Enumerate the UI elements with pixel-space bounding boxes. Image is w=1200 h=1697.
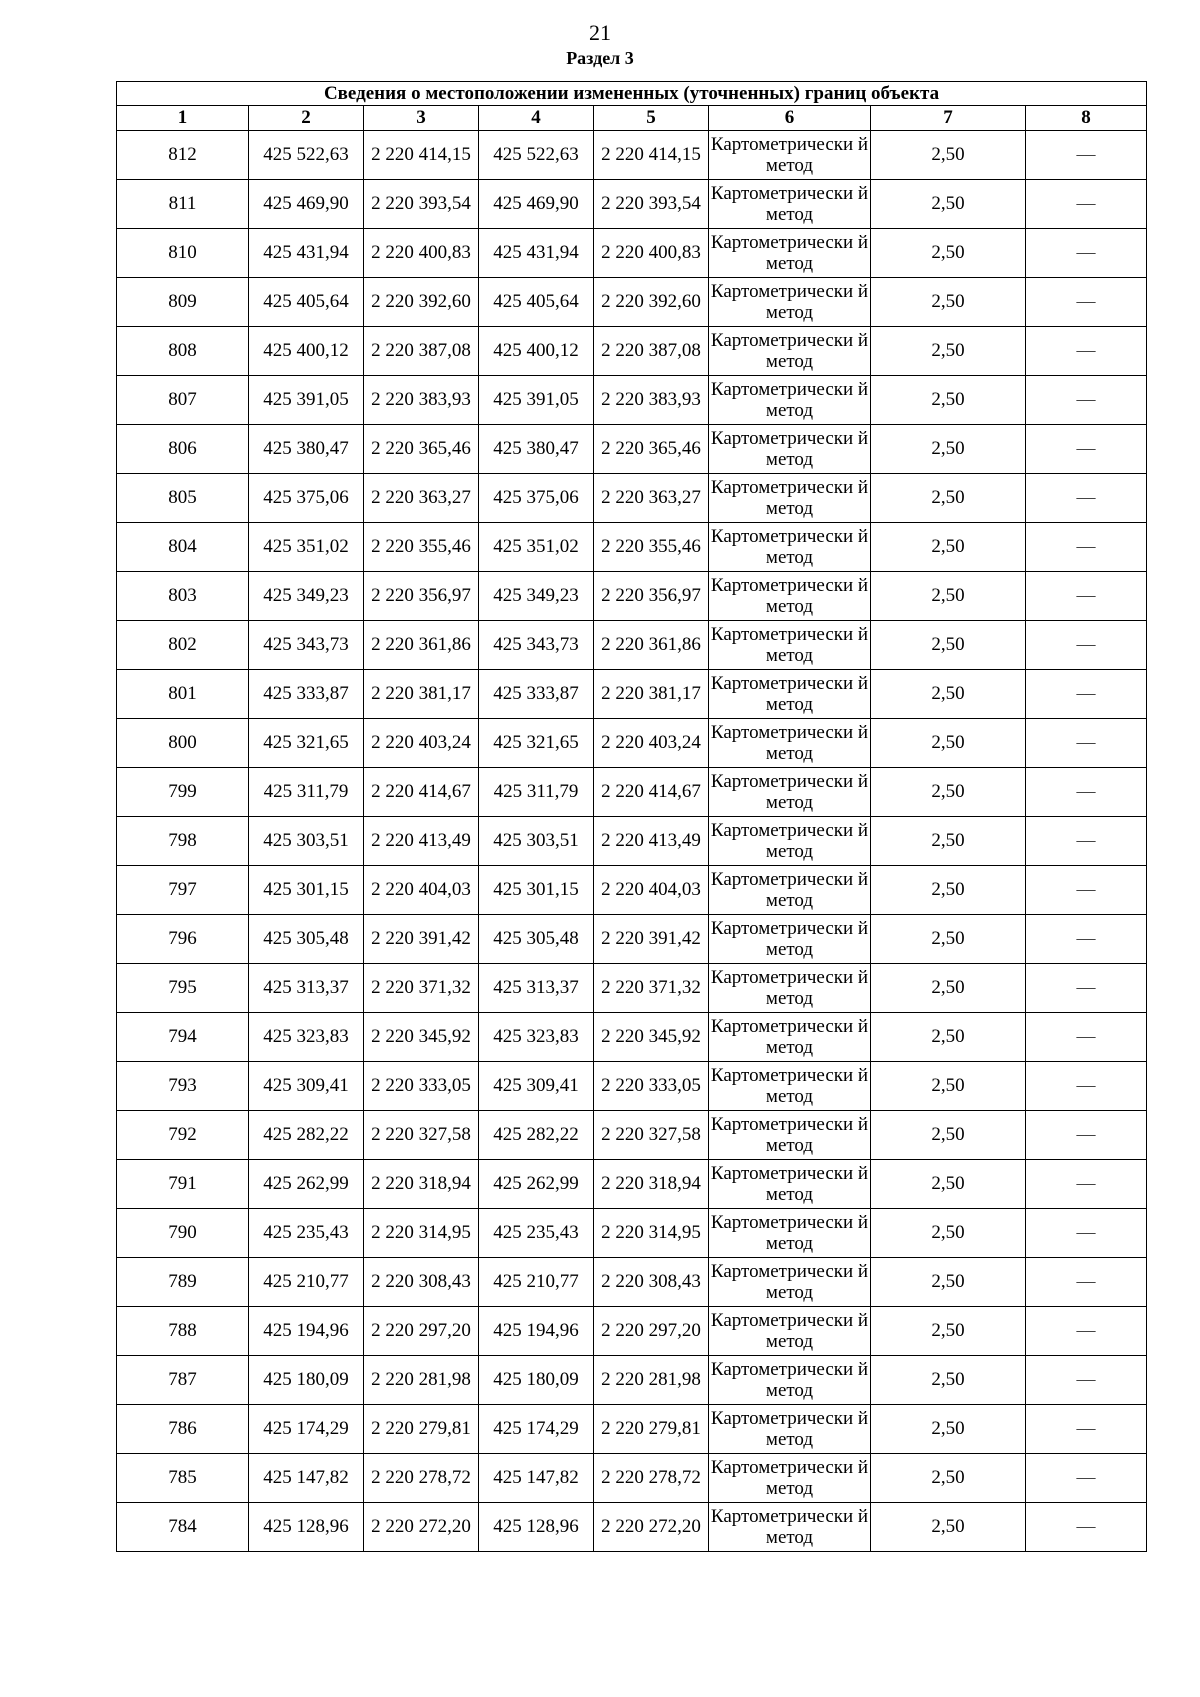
y-existing-cell: 2 220 272,20 [364, 1503, 479, 1552]
point-number-cell: 800 [117, 719, 249, 768]
x-new-cell: 425 235,43 [479, 1209, 594, 1258]
point-number-cell: 786 [117, 1405, 249, 1454]
accuracy-cell: 2,50 [871, 719, 1026, 768]
method-cell: Картометрически й метод [709, 1307, 871, 1356]
point-number-cell: 804 [117, 523, 249, 572]
accuracy-cell: 2,50 [871, 1405, 1026, 1454]
point-number-cell: 792 [117, 1111, 249, 1160]
method-cell: Картометрически й метод [709, 719, 871, 768]
table-row [117, 474, 1147, 523]
method-cell: Картометрически й метод [709, 572, 871, 621]
accuracy-cell: 2,50 [871, 1062, 1026, 1111]
method-cell: Картометрически й метод [709, 1356, 871, 1405]
x-existing-cell: 425 194,96 [249, 1307, 364, 1356]
accuracy-cell: 2,50 [871, 768, 1026, 817]
note-cell: — [1026, 817, 1147, 866]
y-existing-cell: 2 220 297,20 [364, 1307, 479, 1356]
y-existing-cell: 2 220 404,03 [364, 866, 479, 915]
method-cell: Картометрически й метод [709, 229, 871, 278]
y-existing-cell: 2 220 279,81 [364, 1405, 479, 1454]
note-cell: — [1026, 180, 1147, 229]
accuracy-cell: 2,50 [871, 278, 1026, 327]
table-row [117, 1454, 1147, 1503]
method-cell: Картометрически й метод [709, 768, 871, 817]
table-row [117, 719, 1147, 768]
note-cell: — [1026, 915, 1147, 964]
section-title: Раздел 3 [566, 48, 634, 68]
method-cell: Картометрически й метод [709, 1209, 871, 1258]
y-existing-cell: 2 220 355,46 [364, 523, 479, 572]
x-new-cell: 425 313,37 [479, 964, 594, 1013]
point-number-cell: 784 [117, 1503, 249, 1552]
y-existing-cell: 2 220 371,32 [364, 964, 479, 1013]
accuracy-cell: 2,50 [871, 1111, 1026, 1160]
x-new-cell: 425 349,23 [479, 572, 594, 621]
y-existing-cell: 2 220 403,24 [364, 719, 479, 768]
accuracy-cell: 2,50 [871, 1454, 1026, 1503]
x-new-cell: 425 282,22 [479, 1111, 594, 1160]
table-row [117, 866, 1147, 915]
table-row [117, 915, 1147, 964]
y-existing-cell: 2 220 281,98 [364, 1356, 479, 1405]
x-existing-cell: 425 128,96 [249, 1503, 364, 1552]
accuracy-cell: 2,50 [871, 523, 1026, 572]
accuracy-cell: 2,50 [871, 1503, 1026, 1552]
table-row [117, 229, 1147, 278]
x-new-cell: 425 375,06 [479, 474, 594, 523]
method-cell: Картометрически й метод [709, 1405, 871, 1454]
method-cell: Картометрически й метод [709, 866, 871, 915]
y-new-cell: 2 220 371,32 [594, 964, 709, 1013]
point-number-cell: 802 [117, 621, 249, 670]
column-number: 1 [117, 106, 249, 131]
x-existing-cell: 425 321,65 [249, 719, 364, 768]
method-cell: Картометрически й метод [709, 964, 871, 1013]
point-number-cell: 809 [117, 278, 249, 327]
x-new-cell: 425 301,15 [479, 866, 594, 915]
table-row [117, 1356, 1147, 1405]
method-cell: Картометрически й метод [709, 376, 871, 425]
page-number: 21 [589, 20, 611, 45]
boundary-coordinates-table [116, 81, 1147, 1552]
point-number-cell: 810 [117, 229, 249, 278]
y-new-cell: 2 220 404,03 [594, 866, 709, 915]
table-row [117, 1503, 1147, 1552]
x-new-cell: 425 210,77 [479, 1258, 594, 1307]
y-existing-cell: 2 220 387,08 [364, 327, 479, 376]
x-existing-cell: 425 305,48 [249, 915, 364, 964]
table-row [117, 1013, 1147, 1062]
point-number-cell: 806 [117, 425, 249, 474]
x-new-cell: 425 405,64 [479, 278, 594, 327]
x-existing-cell: 425 210,77 [249, 1258, 364, 1307]
table-row [117, 523, 1147, 572]
accuracy-cell: 2,50 [871, 1160, 1026, 1209]
column-number: 4 [479, 106, 594, 131]
note-cell: — [1026, 327, 1147, 376]
y-existing-cell: 2 220 414,15 [364, 131, 479, 180]
method-cell: Картометрически й метод [709, 327, 871, 376]
point-number-cell: 801 [117, 670, 249, 719]
method-cell: Картометрически й метод [709, 180, 871, 229]
point-number-cell: 805 [117, 474, 249, 523]
x-new-cell: 425 323,83 [479, 1013, 594, 1062]
note-cell: — [1026, 229, 1147, 278]
accuracy-cell: 2,50 [871, 1013, 1026, 1062]
y-existing-cell: 2 220 365,46 [364, 425, 479, 474]
x-existing-cell: 425 262,99 [249, 1160, 364, 1209]
x-existing-cell: 425 180,09 [249, 1356, 364, 1405]
x-new-cell: 425 309,41 [479, 1062, 594, 1111]
x-new-cell: 425 147,82 [479, 1454, 594, 1503]
y-new-cell: 2 220 356,97 [594, 572, 709, 621]
table-row [117, 278, 1147, 327]
accuracy-cell: 2,50 [871, 327, 1026, 376]
x-existing-cell: 425 333,87 [249, 670, 364, 719]
accuracy-cell: 2,50 [871, 621, 1026, 670]
y-existing-cell: 2 220 363,27 [364, 474, 479, 523]
y-existing-cell: 2 220 413,49 [364, 817, 479, 866]
accuracy-cell: 2,50 [871, 1356, 1026, 1405]
x-new-cell: 425 128,96 [479, 1503, 594, 1552]
column-number: 6 [709, 106, 871, 131]
y-new-cell: 2 220 414,15 [594, 131, 709, 180]
table-row [117, 376, 1147, 425]
column-number: 5 [594, 106, 709, 131]
accuracy-cell: 2,50 [871, 425, 1026, 474]
x-new-cell: 425 351,02 [479, 523, 594, 572]
note-cell: — [1026, 474, 1147, 523]
note-cell: — [1026, 768, 1147, 817]
column-number: 3 [364, 106, 479, 131]
x-new-cell: 425 469,90 [479, 180, 594, 229]
method-cell: Картометрически й метод [709, 425, 871, 474]
x-new-cell: 425 305,48 [479, 915, 594, 964]
point-number-cell: 785 [117, 1454, 249, 1503]
table-row [117, 1258, 1147, 1307]
accuracy-cell: 2,50 [871, 229, 1026, 278]
x-existing-cell: 425 380,47 [249, 425, 364, 474]
x-existing-cell: 425 235,43 [249, 1209, 364, 1258]
table-row [117, 1160, 1147, 1209]
table-row [117, 817, 1147, 866]
note-cell: — [1026, 1062, 1147, 1111]
method-cell: Картометрически й метод [709, 670, 871, 719]
x-new-cell: 425 303,51 [479, 817, 594, 866]
method-cell: Картометрически й метод [709, 1111, 871, 1160]
accuracy-cell: 2,50 [871, 670, 1026, 719]
accuracy-cell: 2,50 [871, 964, 1026, 1013]
method-cell: Картометрически й метод [709, 474, 871, 523]
y-new-cell: 2 220 279,81 [594, 1405, 709, 1454]
note-cell: — [1026, 1160, 1147, 1209]
x-existing-cell: 425 309,41 [249, 1062, 364, 1111]
y-existing-cell: 2 220 391,42 [364, 915, 479, 964]
x-existing-cell: 425 400,12 [249, 327, 364, 376]
y-existing-cell: 2 220 327,58 [364, 1111, 479, 1160]
table-row [117, 1209, 1147, 1258]
note-cell: — [1026, 425, 1147, 474]
x-existing-cell: 425 391,05 [249, 376, 364, 425]
x-existing-cell: 425 303,51 [249, 817, 364, 866]
y-existing-cell: 2 220 393,54 [364, 180, 479, 229]
y-new-cell: 2 220 403,24 [594, 719, 709, 768]
x-existing-cell: 425 174,29 [249, 1405, 364, 1454]
table-row [117, 572, 1147, 621]
accuracy-cell: 2,50 [871, 817, 1026, 866]
note-cell: — [1026, 866, 1147, 915]
y-new-cell: 2 220 314,95 [594, 1209, 709, 1258]
y-new-cell: 2 220 393,54 [594, 180, 709, 229]
y-new-cell: 2 220 383,93 [594, 376, 709, 425]
note-cell: — [1026, 523, 1147, 572]
x-existing-cell: 425 522,63 [249, 131, 364, 180]
note-cell: — [1026, 278, 1147, 327]
table-row [117, 180, 1147, 229]
point-number-cell: 799 [117, 768, 249, 817]
y-new-cell: 2 220 318,94 [594, 1160, 709, 1209]
x-new-cell: 425 400,12 [479, 327, 594, 376]
table-row [117, 1062, 1147, 1111]
y-existing-cell: 2 220 383,93 [364, 376, 479, 425]
accuracy-cell: 2,50 [871, 376, 1026, 425]
column-number: 8 [1026, 106, 1147, 131]
y-existing-cell: 2 220 345,92 [364, 1013, 479, 1062]
method-cell: Картометрически й метод [709, 1062, 871, 1111]
x-existing-cell: 425 405,64 [249, 278, 364, 327]
y-new-cell: 2 220 365,46 [594, 425, 709, 474]
accuracy-cell: 2,50 [871, 866, 1026, 915]
method-cell: Картометрически й метод [709, 915, 871, 964]
table-row [117, 131, 1147, 180]
note-cell: — [1026, 1405, 1147, 1454]
y-new-cell: 2 220 413,49 [594, 817, 709, 866]
y-existing-cell: 2 220 356,97 [364, 572, 479, 621]
point-number-cell: 791 [117, 1160, 249, 1209]
accuracy-cell: 2,50 [871, 474, 1026, 523]
y-existing-cell: 2 220 381,17 [364, 670, 479, 719]
point-number-cell: 787 [117, 1356, 249, 1405]
y-new-cell: 2 220 281,98 [594, 1356, 709, 1405]
x-new-cell: 425 311,79 [479, 768, 594, 817]
column-number: 2 [249, 106, 364, 131]
y-new-cell: 2 220 327,58 [594, 1111, 709, 1160]
x-existing-cell: 425 147,82 [249, 1454, 364, 1503]
point-number-cell: 793 [117, 1062, 249, 1111]
table-row [117, 1111, 1147, 1160]
accuracy-cell: 2,50 [871, 131, 1026, 180]
method-cell: Картометрически й метод [709, 131, 871, 180]
point-number-cell: 794 [117, 1013, 249, 1062]
table-row [117, 621, 1147, 670]
note-cell: — [1026, 670, 1147, 719]
x-existing-cell: 425 343,73 [249, 621, 364, 670]
table-row [117, 1307, 1147, 1356]
y-new-cell: 2 220 278,72 [594, 1454, 709, 1503]
point-number-cell: 812 [117, 131, 249, 180]
point-number-cell: 811 [117, 180, 249, 229]
y-existing-cell: 2 220 400,83 [364, 229, 479, 278]
point-number-cell: 789 [117, 1258, 249, 1307]
method-cell: Картометрически й метод [709, 1160, 871, 1209]
y-new-cell: 2 220 308,43 [594, 1258, 709, 1307]
point-number-cell: 790 [117, 1209, 249, 1258]
y-new-cell: 2 220 297,20 [594, 1307, 709, 1356]
table-caption: Сведения о местоположении измененных (уточненных) границ объекта [117, 82, 1147, 106]
method-cell: Картометрически й метод [709, 621, 871, 670]
method-cell: Картометрически й метод [709, 817, 871, 866]
x-new-cell: 425 174,29 [479, 1405, 594, 1454]
x-new-cell: 425 333,87 [479, 670, 594, 719]
y-existing-cell: 2 220 414,67 [364, 768, 479, 817]
table-row [117, 670, 1147, 719]
note-cell: — [1026, 1013, 1147, 1062]
point-number-cell: 807 [117, 376, 249, 425]
accuracy-cell: 2,50 [871, 180, 1026, 229]
method-cell: Картометрически й метод [709, 1013, 871, 1062]
x-existing-cell: 425 351,02 [249, 523, 364, 572]
column-number: 7 [871, 106, 1026, 131]
y-new-cell: 2 220 414,67 [594, 768, 709, 817]
x-new-cell: 425 321,65 [479, 719, 594, 768]
note-cell: — [1026, 572, 1147, 621]
table-body [117, 131, 1147, 1552]
x-new-cell: 425 343,73 [479, 621, 594, 670]
y-new-cell: 2 220 333,05 [594, 1062, 709, 1111]
x-existing-cell: 425 323,83 [249, 1013, 364, 1062]
method-cell: Картометрически й метод [709, 1503, 871, 1552]
y-existing-cell: 2 220 392,60 [364, 278, 479, 327]
y-new-cell: 2 220 361,86 [594, 621, 709, 670]
x-new-cell: 425 431,94 [479, 229, 594, 278]
note-cell: — [1026, 1111, 1147, 1160]
x-existing-cell: 425 375,06 [249, 474, 364, 523]
y-new-cell: 2 220 381,17 [594, 670, 709, 719]
x-existing-cell: 425 282,22 [249, 1111, 364, 1160]
accuracy-cell: 2,50 [871, 915, 1026, 964]
note-cell: — [1026, 131, 1147, 180]
note-cell: — [1026, 1503, 1147, 1552]
point-number-cell: 796 [117, 915, 249, 964]
table-row [117, 1405, 1147, 1454]
y-existing-cell: 2 220 361,86 [364, 621, 479, 670]
note-cell: — [1026, 1209, 1147, 1258]
point-number-cell: 803 [117, 572, 249, 621]
x-existing-cell: 425 311,79 [249, 768, 364, 817]
point-number-cell: 808 [117, 327, 249, 376]
accuracy-cell: 2,50 [871, 1209, 1026, 1258]
y-new-cell: 2 220 392,60 [594, 278, 709, 327]
method-cell: Картометрически й метод [709, 523, 871, 572]
method-cell: Картометрически й метод [709, 278, 871, 327]
point-number-cell: 798 [117, 817, 249, 866]
x-existing-cell: 425 349,23 [249, 572, 364, 621]
y-new-cell: 2 220 345,92 [594, 1013, 709, 1062]
table-row [117, 327, 1147, 376]
y-new-cell: 2 220 400,83 [594, 229, 709, 278]
y-existing-cell: 2 220 278,72 [364, 1454, 479, 1503]
x-new-cell: 425 194,96 [479, 1307, 594, 1356]
y-new-cell: 2 220 355,46 [594, 523, 709, 572]
note-cell: — [1026, 1258, 1147, 1307]
note-cell: — [1026, 1307, 1147, 1356]
note-cell: — [1026, 719, 1147, 768]
table-row [117, 768, 1147, 817]
x-new-cell: 425 262,99 [479, 1160, 594, 1209]
table-row [117, 964, 1147, 1013]
point-number-cell: 795 [117, 964, 249, 1013]
note-cell: — [1026, 964, 1147, 1013]
x-new-cell: 425 391,05 [479, 376, 594, 425]
note-cell: — [1026, 376, 1147, 425]
y-existing-cell: 2 220 314,95 [364, 1209, 479, 1258]
x-existing-cell: 425 301,15 [249, 866, 364, 915]
y-existing-cell: 2 220 318,94 [364, 1160, 479, 1209]
table-row [117, 425, 1147, 474]
note-cell: — [1026, 1356, 1147, 1405]
x-existing-cell: 425 313,37 [249, 964, 364, 1013]
accuracy-cell: 2,50 [871, 1258, 1026, 1307]
note-cell: — [1026, 1454, 1147, 1503]
y-existing-cell: 2 220 333,05 [364, 1062, 479, 1111]
x-new-cell: 425 522,63 [479, 131, 594, 180]
y-new-cell: 2 220 387,08 [594, 327, 709, 376]
column-number-row [117, 106, 1147, 131]
x-existing-cell: 425 469,90 [249, 180, 364, 229]
y-new-cell: 2 220 391,42 [594, 915, 709, 964]
x-existing-cell: 425 431,94 [249, 229, 364, 278]
y-existing-cell: 2 220 308,43 [364, 1258, 479, 1307]
method-cell: Картометрически й метод [709, 1258, 871, 1307]
point-number-cell: 797 [117, 866, 249, 915]
accuracy-cell: 2,50 [871, 572, 1026, 621]
point-number-cell: 788 [117, 1307, 249, 1356]
x-new-cell: 425 180,09 [479, 1356, 594, 1405]
x-new-cell: 425 380,47 [479, 425, 594, 474]
y-new-cell: 2 220 363,27 [594, 474, 709, 523]
method-cell: Картометрически й метод [709, 1454, 871, 1503]
accuracy-cell: 2,50 [871, 1307, 1026, 1356]
note-cell: — [1026, 621, 1147, 670]
y-new-cell: 2 220 272,20 [594, 1503, 709, 1552]
